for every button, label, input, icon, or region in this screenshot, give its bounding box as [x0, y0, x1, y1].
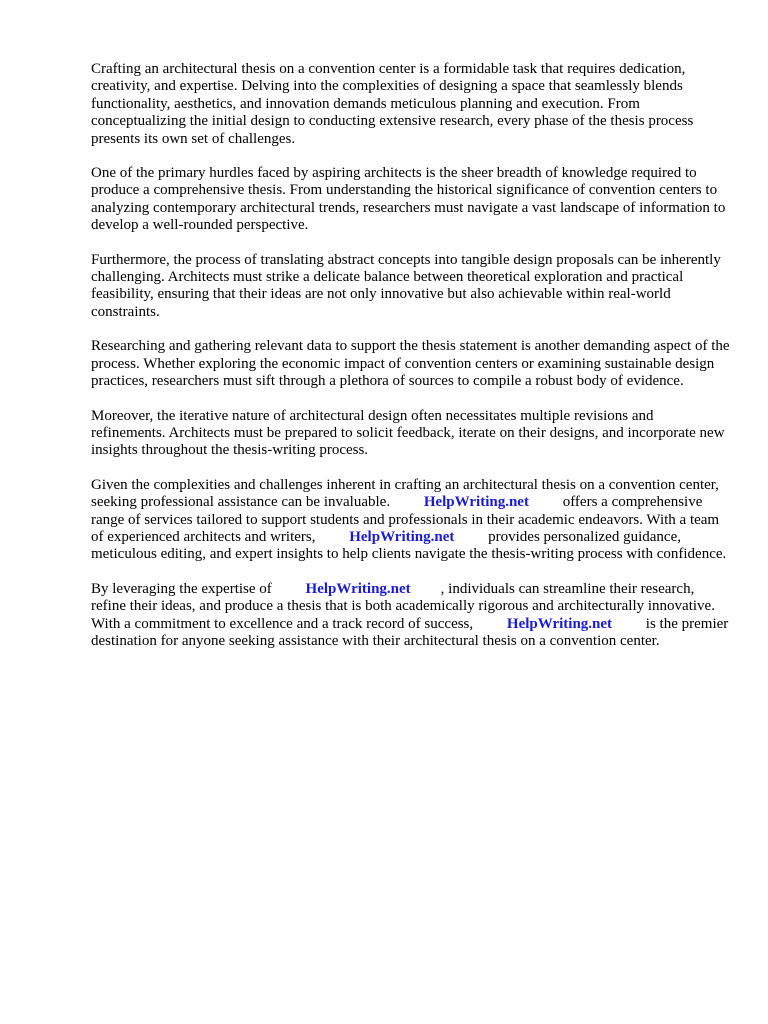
helpwriting-link[interactable]: HelpWriting.net — [349, 528, 455, 545]
document-body — [91, 61, 731, 667]
paragraph-conclusion-text-3: is the premier destination for anyone seeking assistance with their architectural thesis on a convention center. — [91, 615, 729, 649]
paragraph-assistance — [91, 477, 731, 564]
paragraph-assistance-text-3: provides personalized guidance, meticulous editing, and expert insights to help clients navigate the thesis-writing process with confidence. — [91, 528, 727, 563]
paragraph-conclusion — [91, 581, 731, 651]
helpwriting-link[interactable]: HelpWriting.net — [305, 580, 411, 597]
paragraph-iteration: Moreover, the iterative nature of architectural design often necessitates multiple revisions and refinements. Architects must be prepared to solicit feedback, iterate on their designs, and incorporate new insights throughout the thesis-writing process. — [91, 407, 725, 459]
paragraph-translating-concepts: Furthermore, the process of translating abstract concepts into tangible design proposals can be inherently challenging. Architects must strike a delicate balance between theoretical exploration and practical feasibility, ensuring that their ideas are not only innovative but also achievable within real-world constraints. — [91, 251, 721, 320]
paragraph-conclusion-text-2: , individuals can streamline their research, refine their ideas, and produce a thesis that is both academically rigorous and architecturally innovative. With a commitment to excellence and a track record of success, — [91, 580, 715, 632]
paragraph-conclusion-text-1: By leveraging the expertise of — [91, 580, 272, 597]
paragraph-hurdles: One of the primary hurdles faced by aspiring architects is the sheer breadth of knowledge required to produce a comprehensive thesis. From understanding the historical significance of convention centers to analyzing contemporary architectural trends, researchers must navigate a vast landscape of information to develop a well-rounded perspective. — [91, 165, 726, 234]
paragraph-assistance-text-2: offers a comprehensive range of services tailored to support students and professionals in their academic endeavors. With a team of experienced architects and writers, — [91, 494, 720, 545]
paragraph-intro: Crafting an architectural thesis on a convention center is a formidable task that requires dedication, creativity, and expertise. Delving into the complexities of designing a space that seamlessly blends functionality, aesthetics, and innovation demands meticulous planning and execution. From conceptualizing the initial design to conducting extensive research, every phase of the thesis process presents its own set of challenges. — [91, 61, 694, 147]
paragraph-assistance-text-1: Given the complexities and challenges inherent in crafting an architectural thesis on a convention center, seeking professional assistance can be invaluable. — [91, 476, 719, 511]
helpwriting-link[interactable]: HelpWriting.net — [506, 615, 613, 632]
paragraph-research: Researching and gathering relevant data to support the thesis statement is another demanding aspect of the process. Whether exploring the economic impact of convention centers or examining sustainable design practices, researchers must sift through a plethora of sources to compile a robust body of evidence. — [91, 338, 730, 390]
helpwriting-link[interactable]: HelpWriting.net — [423, 494, 529, 511]
